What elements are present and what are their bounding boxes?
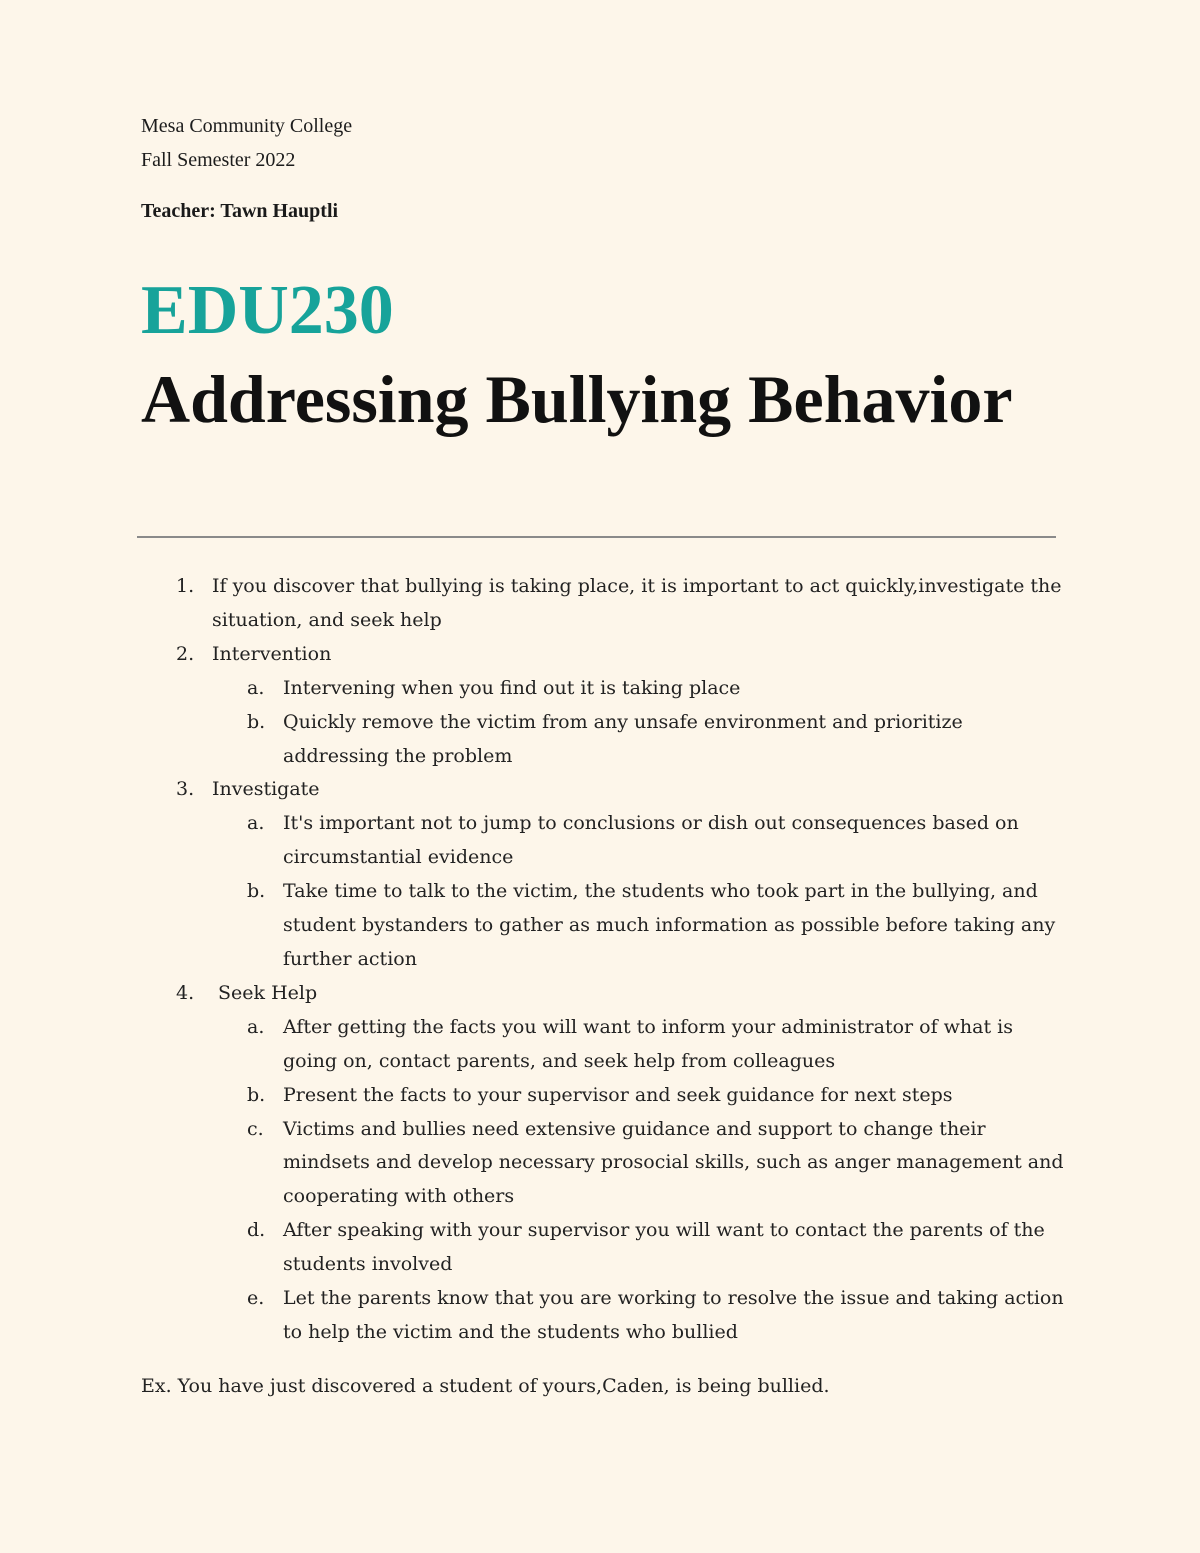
sub-list-item — [212, 1282, 1066, 1350]
title-divider — [137, 536, 1056, 538]
sub-list-letter: b. — [247, 1083, 266, 1106]
sub-list-letter: b. — [247, 880, 266, 903]
list-number: 3. — [176, 778, 195, 801]
sub-list-item — [212, 706, 1066, 774]
sub-list-item-text: Take time to talk to the victim, the students who took part in the bullying, and student bystanders to gather as much information as possible before taking any further action — [283, 880, 1056, 970]
sub-list-item — [212, 672, 1066, 706]
sub-list-item-text: After speaking with your supervisor you will want to contact the parents of the students involved — [283, 1219, 1045, 1276]
sub-list-letter: a. — [247, 812, 265, 835]
sub-list-item — [212, 1214, 1066, 1282]
sub-list-letter: e. — [247, 1287, 265, 1310]
sub-list — [212, 807, 1066, 977]
sub-list — [212, 1011, 1066, 1350]
list-item — [141, 773, 1066, 976]
document-body — [141, 570, 1066, 1423]
list-item — [141, 570, 1066, 638]
list-item-text: Investigate — [212, 778, 320, 801]
sub-list-letter: a. — [247, 676, 265, 699]
example-paragraph: Ex. You have just discovered a student of yours,Caden, is being bullied. — [141, 1374, 830, 1397]
sub-list-letter: a. — [247, 1015, 265, 1038]
list-item-text: If you discover that bullying is taking place, it is important to act quickly,investigate the situation, and seek help — [212, 575, 1062, 631]
sub-list-item — [212, 1079, 1066, 1113]
course-code: EDU230 — [141, 272, 394, 349]
list-item — [141, 638, 1066, 774]
sub-list-item-text: It's important not to jump to conclusions or dish out consequences based on circumstantial evidence — [283, 812, 1019, 869]
list-item-text: Seek Help — [212, 981, 318, 1004]
sub-list-letter: b. — [247, 710, 266, 733]
sub-list-item-text: Victims and bullies need extensive guidance and support to change their mindsets and develop necessary prosocial skills, such as anger management and cooperating with others — [283, 1117, 1064, 1208]
list-number: 1. — [176, 575, 195, 597]
sub-list-item-text: Let the parents know that you are working to resolve the issue and taking action to help the victim and the students who bullied — [283, 1287, 1064, 1343]
sub-list — [212, 672, 1066, 774]
sub-list-item-text: Quickly remove the victim from any unsafe environment and prioritize addressing the problem — [283, 710, 963, 767]
list-item-text: Intervention — [212, 642, 332, 665]
sub-list-item-text: Intervening when you find out it is taking place — [283, 676, 741, 699]
sub-list-item — [212, 1011, 1066, 1079]
sub-list-item — [212, 807, 1066, 875]
document-title: Addressing Bullying Behavior — [141, 361, 1013, 437]
list-number: 2. — [176, 642, 195, 665]
institution-name: Mesa Community College — [141, 115, 353, 137]
sub-list-letter: d. — [247, 1219, 266, 1242]
list-item — [141, 977, 1066, 1350]
sub-list-letter: c. — [247, 1117, 264, 1140]
sub-list-item — [212, 875, 1066, 977]
main-list — [141, 570, 1066, 1350]
sub-list-item-text: Present the facts to your supervisor and seek guidance for next steps — [283, 1083, 953, 1106]
list-number: 4. — [176, 981, 195, 1004]
sub-list-item-text: After getting the facts you will want to inform your administrator of what is going on, contact parents, and seek help from colleagues — [283, 1015, 1013, 1072]
semester-label: Fall Semester 2022 — [141, 149, 296, 171]
sub-list-item — [212, 1113, 1066, 1215]
teacher-label: Teacher: Tawn Hauptli — [141, 200, 339, 222]
